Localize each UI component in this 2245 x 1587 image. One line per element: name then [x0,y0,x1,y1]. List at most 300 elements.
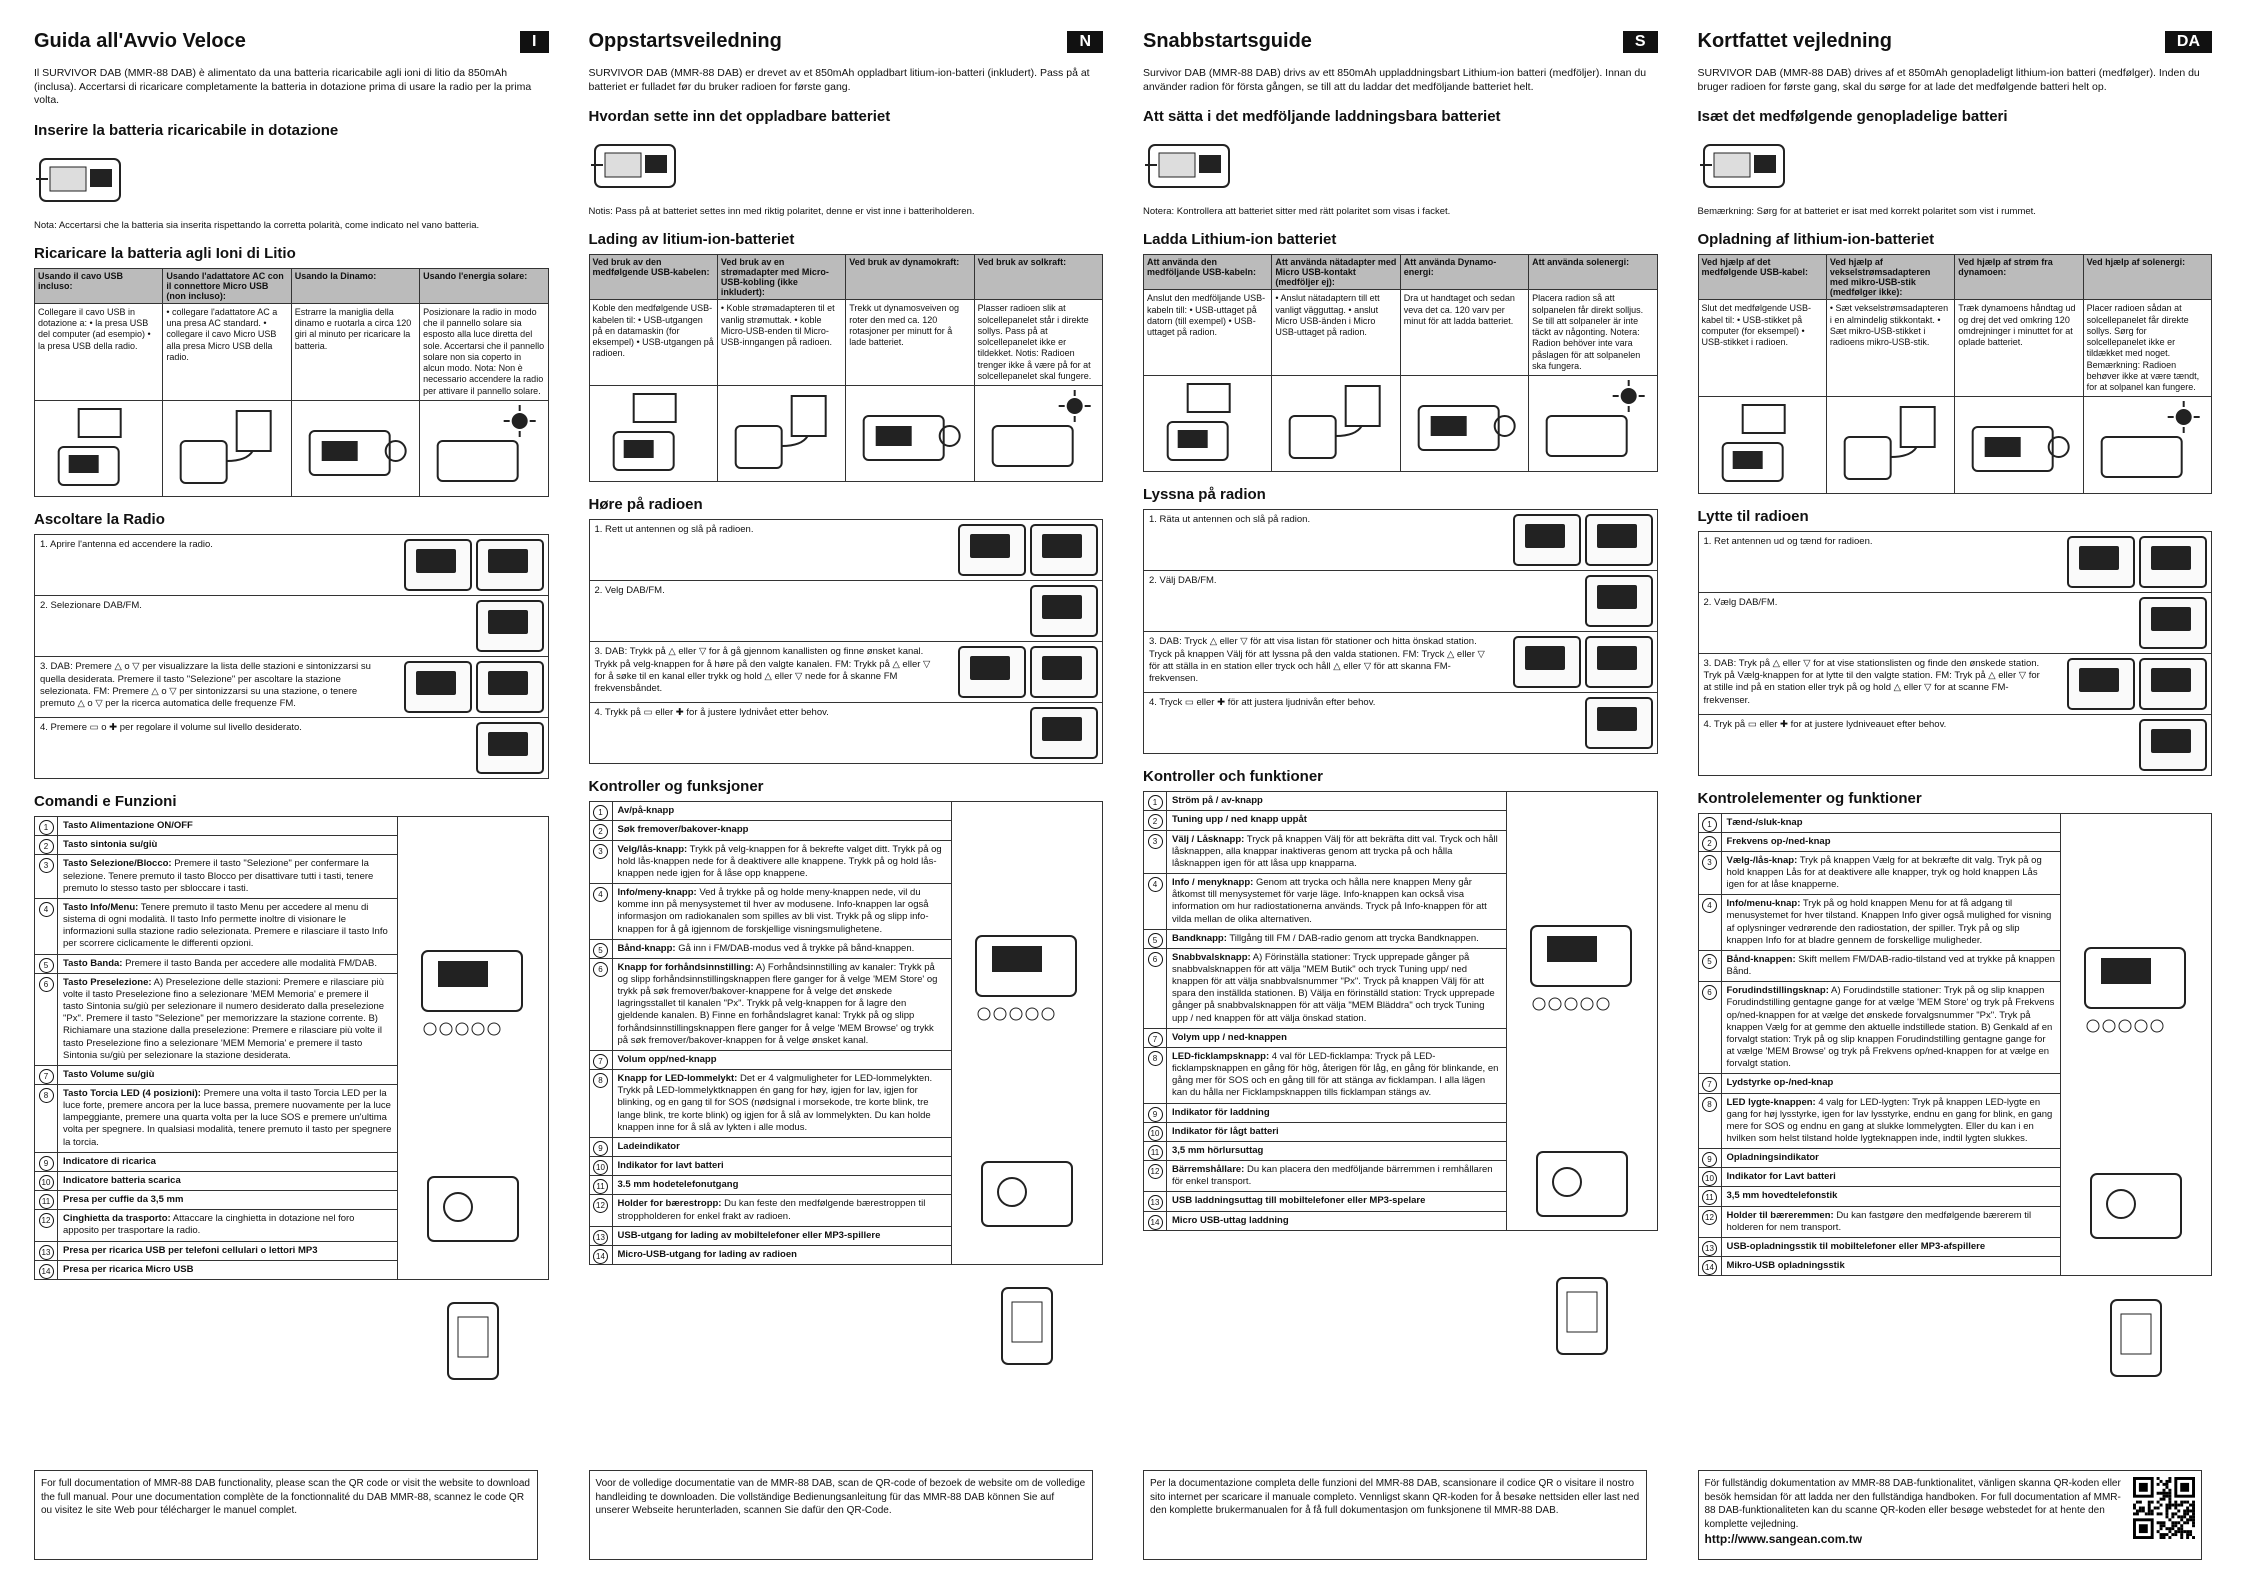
charge-header-row [35,268,549,303]
controls-list [590,802,952,1264]
control-item [1144,1142,1506,1161]
control-text [1167,930,1484,948]
control-number-circle: 13 [1148,1195,1163,1210]
control-text [613,1070,952,1137]
control-number-circle: 4 [1148,877,1163,892]
control-title: Tasto Torcia LED (4 posizioni): [63,1087,201,1099]
control-text [613,1227,886,1245]
radio-display-illustration [476,539,544,591]
control-item [1144,1123,1506,1142]
radio-display-illustration [1585,636,1653,688]
control-number-circle: 5 [1148,933,1163,948]
controls-list [35,817,397,1279]
listen-step-text: 1. Räta ut antennen och slå på radion. [1149,514,1311,526]
control-text [1167,1161,1506,1191]
language-badge: I [520,31,548,53]
listen-step-text: 4. Tryk på ▭ eller ✚ for at justere lydniveauet efter behov. [1703,718,1947,730]
charge-text-cell: • Anslut nätadaptern till ett vanligt vägguttag. • anslut Micro USB-änden i Micro USB-uttaget på radion. [1272,290,1400,376]
charge-text-cell: • Sæt vekselstrømsadapteren i en almindelig stikkontakt. • Sæt mikro-USB-stikket i radioens mikro-USB-stik. [1826,300,1954,397]
control-number-circle: 5 [39,958,54,973]
charge-header-cell: Ved hjælp af strøm fra dynamoen: [1955,255,2083,300]
control-description: Tillgång till FM / DAB-radio genom att trycka Bandknappen. [1229,932,1479,944]
control-number-circle: 12 [1148,1164,1163,1179]
control-number-circle: 6 [39,977,54,992]
charge-heading: Ricaricare la batteria agli Ioni di Litio [34,244,296,262]
control-number-circle: 7 [39,1069,54,1084]
charge-header-cell: Usando l'adattatore AC con il connettore Micro USB (non incluso): [163,268,291,303]
dynamo-picture [846,386,974,482]
charge-picture-row [35,400,549,496]
charge-text-cell: Koble den medfølgende USB-kabelen til: • USB-utgangen på en datamaskin (for eksempel) • USB-utgangen på radioen. [589,300,717,386]
control-text [58,955,382,973]
control-item [590,821,952,840]
listen-step [35,718,548,778]
listen-step [1699,532,2212,593]
control-item [1699,1238,2061,1257]
listen-step [1699,593,2212,654]
controls-figures [397,817,548,1279]
control-description: Genom att trycka och hålla nere knappen Meny går åtkomst till menysystemet för varje läge. Info-knappen kan också visa information om hur radiostationerna används. Tryck på Info-knappen för att vilda mellan de olika alternativen. [1172,877,1487,925]
charge-text-cell: Dra ut handtaget och sedan veva det ca. 120 varv per minut för att ladda batteriet. [1400,290,1528,376]
charge-table [1143,254,1658,472]
control-item [590,1138,952,1157]
control-item [590,940,952,959]
control-number [1144,792,1167,810]
control-title: Tasto sintonia su/giù [63,839,158,851]
control-number-circle: 1 [1702,817,1717,832]
listen-step [1144,693,1657,753]
control-number-circle: 8 [1148,1051,1163,1066]
intro-text: SURVIVOR DAB (MMR-88 DAB) er drevet av et 850mAh oppladbart litium-ion-batteri (inkludert). Pass på at batteriet er fulladet før du bruker radioen for første gang. [588,67,1090,93]
control-item [590,802,952,821]
radio-display-illustration [958,646,1026,698]
control-title: Holder for bærestropp: [617,1198,722,1210]
control-text [1167,792,1268,810]
control-number [1699,1149,1722,1167]
control-number [1699,1074,1722,1092]
control-title: Tasto Info/Menu: [63,901,139,913]
control-item [1144,930,1506,949]
control-number-circle: 10 [1148,1126,1163,1141]
radio-display-illustration [2139,719,2207,771]
control-number [1144,930,1167,948]
column-header [589,30,1104,53]
control-text [58,1153,161,1171]
control-number [35,955,58,973]
control-title: Tuning upp / ned knapp uppåt [1172,814,1307,826]
intro-text: Il SURVIVOR DAB (MMR-88 DAB) è alimentato da una batteria ricaricabile agli ioni di litio da 850mAh (inclusa). Accertarsi di ricaricare completamente la batteria in dotazione prima di usare la radio per la prima volta. [34,67,532,107]
side-panel-diagram [982,1282,1072,1372]
control-item [35,1172,397,1191]
control-title: Indicatore batteria scarica [63,1174,181,1186]
listen-step-text: 1. Ret antennen ud og tænd for radioen. [1703,535,1873,547]
usb-computer-picture [589,386,717,482]
charge-header-cell: Ved bruk av den medfølgende USB-kabelen: [589,255,717,300]
control-title: USB laddningsuttag till mobiltelefoner eller MP3-spelare [1172,1195,1426,1207]
control-number-circle: 10 [1702,1171,1717,1186]
control-text [1167,1104,1275,1122]
charge-text-cell: • collegare l'adattatore AC a una presa AC standard. • collegare il cavo Micro USB alla presa Micro USB della radio. [163,303,291,400]
listen-step-text: 3. DAB: Tryck △ eller ▽ för att visa listan för stationer och hitta önskad station. Tryck på knappen Välj för att lyssna på den valda stationen. FM: Tryck △ eller ▽ för att ställa in en station eller tryck och håll △ eller ▽ för att skanna FM-frekvensen. [1149,636,1485,685]
listen-heading: Lyssna på radion [1143,486,1266,504]
control-item [1699,814,2061,833]
charge-table [589,254,1104,482]
website-link[interactable]: http://www.sangean.com.tw [1704,1532,1863,1546]
control-number [1699,814,1722,832]
charge-picture-row [1144,376,1658,472]
control-number [35,899,58,954]
control-number-circle: 2 [593,824,608,839]
solar-picture [1529,376,1657,472]
control-title: Indikator för laddning [1172,1106,1270,1118]
step-pictures [1499,510,1657,570]
radio-display-illustration [2067,536,2135,588]
control-title: Bandknapp: [1172,932,1227,944]
control-text [613,940,920,958]
charge-header-cell: Att använda solenergi: [1529,255,1657,290]
step-pictures [390,535,548,595]
listen-steps [1143,509,1658,754]
controls-heading: Kontroller og funksjoner [588,778,764,796]
charge-text-cell: Estrarre la maniglia della dinamo e ruotarla a circa 120 giri al minuto per ricaricare la batteria. [291,303,419,400]
radio-display-illustration [2067,658,2135,710]
listen-step [590,703,1103,763]
control-number-circle: 5 [593,943,608,958]
charge-header-cell: Usando la Dinamo: [291,268,419,303]
control-number-circle: 2 [1148,814,1163,829]
control-number-circle: 2 [39,839,54,854]
listen-steps [1698,531,2213,776]
charge-header-cell: Ved hjælp af solenergi: [2083,255,2211,300]
control-text [1722,895,2061,950]
control-number-circle: 4 [1702,898,1717,913]
control-number [1144,949,1167,1028]
charge-text-cell: Slut det medfølgende USB-kabel til: • USB-stikket på computer (for eksempel) • USB-stikket i radioen. [1698,300,1826,397]
control-text [58,1085,397,1152]
charge-header-row [589,255,1103,300]
control-number [35,1066,58,1084]
step-pictures [2053,654,2211,714]
control-number [1144,811,1167,829]
controls-table [589,801,1104,1265]
intro-text: Survivor DAB (MMR-88 DAB) drivs av ett 850mAh uppladdningsbart Lithium-ion batteri (medföljer). Innan du använder radion för första gången, se till att du laddar det medföljande batteriet helt. [1143,67,1647,93]
footer-note [589,1470,1093,1560]
usb-computer-picture [1698,397,1826,493]
footer-text: Per la documentazione completa delle funzioni del MMR-88 DAB, scansionare il codice QR o visitare il nostro sito internet per scaricare il manuale completo. Vennligst skann QR-koden for å besøke nettsiden eller last ned den komplette brukermanualen for å få full dokumentasjon om funksjonene til MMR-88 DAB. [1150,1478,1640,1516]
control-title: Tænd-/sluk-knap [1726,816,1803,828]
control-title: Indikator for lavt batteri [617,1160,724,1172]
control-number [1699,1168,1722,1186]
step-pictures [944,703,1102,763]
control-number-circle: 12 [593,1198,608,1213]
radio-display-illustration [476,661,544,713]
control-number [590,841,613,883]
control-item [35,855,397,898]
control-title: Opladningsindikator [1726,1152,1819,1164]
control-text [58,836,162,854]
insert-battery-heading: Hvordan sette inn det oppladbare batteriet [588,108,891,126]
listen-step [35,535,548,596]
control-number [1144,1048,1167,1103]
step-pictures [390,718,548,778]
control-text [613,1195,952,1225]
control-text [58,1172,186,1190]
control-item [1144,811,1506,830]
insert-battery-heading: Isæt det medfølgende genopladelige batteri [1697,108,2008,126]
control-number [1699,1187,1722,1205]
control-number [1699,833,1722,851]
listen-step [1144,571,1657,632]
charge-header-cell: Ved bruk av en strømadapter med Micro-USB-kobling (ikke inkludert): [717,255,845,300]
radio-display-illustration [1513,636,1581,688]
control-item [1144,831,1506,874]
control-description: A) Forudindstille stationer: Tryk på og slip knappen Forudindstilling gentagne gange for at vælge 'MEM Store' og tryk på Frekvens op/ned-knappen for at vælge det ønskede forvalgsnummer "Px". Tryk på knappen Vælg for at gemme den aktuelle indstillede station. B) Genkald af en forvalgt station: Tryk på og slip knappen Forudindstilling gentagne gange for at vælge 'MEM Browse' og tryk på Frekvens op/ned-knappen for at vælge en forvalgt station. [1726,985,2055,1070]
control-text [1722,1257,1850,1275]
control-text [1722,1207,2061,1237]
charge-header-cell: Att använda nätadapter med Micro USB-kontakt (medföljer ej): [1272,255,1400,290]
control-title: Bärremshållare: [1172,1164,1245,1176]
column-title: Guida all'Avvio Veloce [34,30,246,52]
control-description: Tenere premuto il tasto Menu per accedere al menu di sistema di ogni modalità. Il tasto Info permette inoltre di visionare le informazioni sulla stazione radio selezionata. Premere e rilasciare il tasto Info per scorrere ciclicamente le differenti opzioni. [63,901,388,950]
column-title: Oppstartsveiledning [588,30,782,52]
control-number-circle: 4 [593,887,608,902]
column-header [1143,30,1658,53]
battery-insert-illustration [1698,135,1790,193]
control-number [1144,1161,1167,1191]
step-pictures [1499,571,1657,631]
controls-table [34,816,549,1280]
charge-header-cell: Ved bruk av solkraft: [974,255,1102,300]
control-description: Tryk på og hold knappen Menu for at få adgang til menusystemet for hver tilstand. Knappen Info giver også mulighed for visning af oplysninger vedrørende den radiostation, der spiller. Tryk på og slip knappen Info for at bladre gennem de forskellige muligheder. [1726,898,2052,946]
control-item [1699,951,2061,982]
control-number-circle: 10 [593,1160,608,1175]
control-number-circle: 3 [39,858,54,873]
control-text [613,821,754,839]
listen-steps [589,519,1104,764]
control-number [1144,1212,1167,1230]
charge-heading: Lading av litium-ion-batteriet [588,231,795,249]
listen-step-text: 4. Trykk på ▭ eller ✚ for å justere lydnivået etter behov. [594,707,829,719]
control-item [1144,1104,1506,1123]
control-number-circle: 7 [1148,1032,1163,1047]
control-number-circle: 1 [1148,795,1163,810]
control-text [1722,1149,1824,1167]
listen-step [590,642,1103,703]
charge-heading: Ladda Lithium-ion batteriet [1143,231,1337,249]
control-number-circle: 3 [1148,834,1163,849]
control-text [1722,982,2061,1073]
control-number-circle: 7 [593,1054,608,1069]
side-panel-diagram [1537,1272,1627,1362]
control-title: Velg/lås-knapp: [617,843,688,855]
charge-header-cell: Att använda den medföljande USB-kabeln: [1144,255,1272,290]
language-column [1143,30,1658,1455]
control-title: Søk fremover/bakover-knapp [617,824,749,836]
control-number-circle: 8 [593,1073,608,1088]
control-number [1144,1029,1167,1047]
listen-step [1144,632,1657,693]
control-title: Info/meny-knapp: [617,887,697,899]
controls-heading: Kontrolelementer og funktioner [1697,789,1922,807]
usb-computer-picture [35,400,163,496]
radio-display-illustration [1585,575,1653,627]
radio-display-illustration [1030,585,1098,637]
control-number [35,836,58,854]
front-panel-diagram [2071,934,2201,1044]
side-panel-diagram [428,1297,518,1387]
control-number-circle: 9 [593,1141,608,1156]
listen-step-text: 1. Aprire l'antenna ed accendere la radio. [40,539,213,551]
control-number-circle: 11 [1148,1145,1163,1160]
charge-text-row [589,300,1103,386]
control-description: Premere il tasto Banda per accedere alle modalità FM/DAB. [125,957,377,969]
control-number [35,1261,58,1279]
control-number [1699,1207,1722,1237]
controls-figures [951,802,1102,1264]
control-title: Tasto Selezione/Blocco: [63,858,172,870]
control-text [58,1066,160,1084]
control-description: 4 valg for LED-lygten: Tryk på knappen LED-lygte en gang for høj lysstyrke, igen for lav lysstyrke, endnu en gang for blink, en gang mere for SOS og endnu en gang at slukke lommelygten. Eller du kan i en hvilken som helst tilstand holde lygteknappen inde, indtil lygten slukkes. [1726,1096,2053,1144]
control-number [590,884,613,939]
control-text [58,1261,198,1279]
control-title: Tasto Alimentazione ON/OFF [63,820,193,832]
control-text [58,817,198,835]
control-number [1699,895,1722,950]
control-title: Presa per ricarica Micro USB [63,1263,194,1275]
control-text [1167,811,1312,829]
control-item [1699,852,2061,895]
solar-picture [974,386,1102,482]
control-title: 3,5 mm hovedtelefonstik [1726,1190,1838,1202]
charge-header-cell: Usando l'energia solare: [420,268,548,303]
ac-adapter-picture [163,400,291,496]
charge-text-cell: Trekk ut dynamosveiven og roter den med ca. 120 rotasjoner per minutt for å lade batteriet. [846,300,974,386]
control-number [35,1210,58,1240]
control-number [590,1246,613,1264]
control-number-circle: 11 [593,1179,608,1194]
listen-step-text: 4. Tryck ▭ eller ✚ för att justera ljudnivån efter behov. [1149,697,1376,709]
control-description: Trykk på velg-knappen for å bekrefte valget ditt. Trykk på og hold lås-knappen nede for å deaktivere alle knappene. Trykk på og hold lås-knappen nede igjen for å låse opp knappene. [617,843,942,879]
control-number-circle: 9 [1702,1152,1717,1167]
step-pictures [1499,632,1657,692]
ac-adapter-picture [1272,376,1400,472]
control-item [35,1191,397,1210]
language-badge: DA [2165,31,2212,53]
control-description: Premere una volta il tasto Torcia LED per la luce forte, premere ancora per la luce bassa, premere nuovamente per la luce lampeggiante, premere una quarta volta per la luce SOS e premere un'ultima volta per spegnere. In qualsiasi modalità, tenere premuto il tasto per spegnere la torcia. [63,1087,392,1148]
control-text [613,1246,802,1264]
listen-step [1699,715,2212,775]
control-item [590,884,952,940]
control-number [1699,951,1722,981]
control-number [35,974,58,1065]
control-text [1722,814,1808,832]
control-title: Ladeindikator [617,1140,680,1152]
control-title: 3.5 mm hodetelefonutgang [617,1179,739,1191]
control-description: Attaccare la cinghietta in dotazione nel foro apposito per trasportare la radio. [63,1213,355,1237]
controls-list [1699,814,2061,1276]
control-text [613,1176,744,1194]
control-item [590,959,952,1051]
control-item [590,1227,952,1246]
control-description: 4 val för LED-ficklampa: Tryck på LED-ficklampsknappen en gång för hög, återigen för låg, en gång för blinkande, en gång mer för SOS och en gång till för att stänga av ficklampan. I alla lägen kan du hålla ner Ficklampsknappen tills ficklampan stängs av. [1172,1050,1499,1099]
control-number [1144,831,1167,873]
language-badge: S [1623,31,1658,53]
listen-step-text: 2. Velg DAB/FM. [594,585,665,597]
controls-heading: Comandi e Funzioni [34,793,177,811]
charge-text-cell: Placer radioen sådan at solcellepanelet får direkte sollys. Sørg for solcellepanelet ikke er tildækket med noget. Bemærkning: Radioen behøver ikke at være tændt, for at solpanel kan fungere. [2083,300,2211,397]
controls-list [1144,792,1506,1229]
control-text [613,1051,722,1069]
radio-display-illustration [2139,536,2207,588]
radio-display-illustration [2139,597,2207,649]
control-title: USB-opladningsstik til mobiltelefoner eller MP3-afspillere [1726,1240,1986,1252]
control-title: Tasto Volume su/giù [63,1068,155,1080]
qr-code-icon[interactable] [2133,1477,2195,1539]
listen-step-text: 2. Vælg DAB/FM. [1703,596,1778,608]
dynamo-picture [291,400,419,496]
insert-battery-heading: Att sätta i det medföljande laddningsbara batteriet [1143,108,1501,126]
control-text [1722,1238,1991,1256]
top-panel-diagram [2081,1164,2191,1254]
control-number [590,802,613,820]
control-item [1699,1074,2061,1093]
insert-note: Notis: Pass på at batteriet settes inn med riktig polaritet, denne er vist inne i batteriholderen. [588,206,975,218]
control-number [1699,982,1722,1073]
control-item [1699,1257,2061,1275]
control-item [1699,1207,2061,1238]
control-description: A) Preselezione delle stazioni: Premere e rilasciare più volte il tasto Preselezione fino a selezionare 'MEM Memoria' e premere il tasto Sintonia su/giù per selezionare il numero desiderato dalla preselezione "Px". Premere il tasto "Selezione" per memorizzare la stazione corrente. B) Richiamare una stazione dalla preselezione: Premere e rilasciare più volte il tasto Preselezione fino a selezionare 'MEM Memoria' e premere il tasto Sintonia su/giù per selezionare la stazione desiderata. [63,976,385,1061]
charge-text-cell: Anslut den medföljande USB-kabeln till: • USB-uttaget på datorn (till exempel) • USB-uttaget på radion. [1144,290,1272,376]
control-text [1722,1074,1839,1092]
control-title: Volum opp/ned-knapp [617,1053,717,1065]
control-number [1144,1142,1167,1160]
footer-text: För fullständig dokumentation av MMR-88 DAB-funktionalitet, vänligen skanna QR-koden eller besök hemsidan för att ladda ner den fullständiga handboken. For full documentation af MMR-88 DAB-funktionaliteten kan du scanne QR-koden eller besøge webstedet for at hente den komplette vejledning. [1704,1478,2121,1530]
control-text [58,1210,397,1240]
control-description: Tryck på knappen Välj för att bekräfta ditt val. Tryck och håll låsknappen, alla knappar inaktiveras genom att trycka på och hålla låsknappen igen för att låsa upp knapparna. [1172,833,1498,869]
control-item [1699,1168,2061,1187]
control-item [590,1070,952,1138]
control-title: Volym upp / ned-knappen [1172,1031,1287,1043]
column-header [34,30,549,53]
charge-text-cell: Plasser radioen slik at solcellepanelet står i direkte sollys. Pass på at solcellepanelet ikke er tildekket. Notis: Radioen trenger ikke å være på for at solcellepanelet skal fungere. [974,300,1102,386]
control-title: Välj / Låsknapp: [1172,833,1245,845]
control-text [58,855,397,897]
control-title: USB-utgang for lading av mobiltelefoner eller MP3-spillere [617,1229,881,1241]
control-text [613,802,680,820]
radio-display-illustration [1030,646,1098,698]
control-text [613,841,952,883]
control-text [58,899,397,954]
control-number-circle: 14 [1702,1260,1717,1275]
control-item [35,1242,397,1261]
charge-heading: Opladning af lithium-ion-batteriet [1697,231,1935,249]
control-number [35,1191,58,1209]
control-description: A) Forhåndsinnstilling av kanaler: Trykk på og slipp forhåndsinnstillingsknappen flere ganger for å velge 'MEM Store' og trykk på søk fremover/bakover-knappene for å velge det ønskede lagringsstallet til kanalen "Px". Trykk på velg-knappen for å lagre den gjeldende kanalen. B) Finne en forhåndslagret kanal: Trykk på og slipp forhåndsinnstillingsknappen flere ganger for å velge 'MEM Browse' og trykk på søk fremover/bakover-knappen for å velge ønsket kanal. [617,961,938,1046]
control-description: Tryk på knappen Vælg for at bekræfte dit valg. Tryk på og hold knappen Lås for at deaktivere alle knapper, tryk og hold knappen Lås igen for at låse knapperne. [1726,854,2042,891]
charge-header-cell: Ved hjælp af vekselstrømsadapteren med mikro-USB-stik (medfølger ikke): [1826,255,1954,300]
control-item [1699,833,2061,852]
charge-header-cell: Ved bruk av dynamokraft: [846,255,974,300]
controls-table [1143,791,1658,1230]
control-item [1699,1094,2061,1150]
footer-note [1698,1470,2202,1560]
control-number [1144,1104,1167,1122]
control-description: Premere il tasto "Selezione" per confermare la selezione. Tenere premuto il tasto Blocco per disattivare tutti i tasti, tenere premuto lo stesso tasto per sbloccare i tasti. [63,858,374,894]
control-number-circle: 14 [39,1264,54,1279]
control-title: Info/menu-knap: [1726,898,1801,910]
radio-display-illustration [1513,514,1581,566]
listen-step-text: 2. Välj DAB/FM. [1149,575,1217,587]
